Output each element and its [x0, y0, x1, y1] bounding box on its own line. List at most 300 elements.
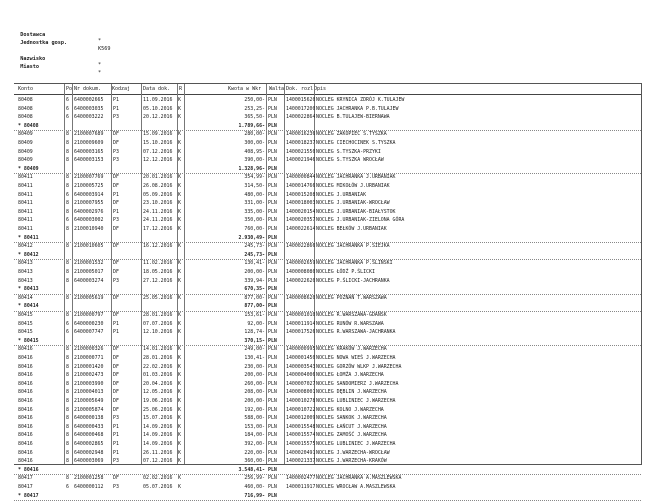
cell-kwota: 370,15-	[244, 337, 265, 344]
cell-po: 8	[66, 277, 69, 284]
cell-r: K	[178, 372, 181, 379]
cell-kwota: 249,00-	[244, 346, 265, 353]
cell-r: K	[178, 157, 181, 164]
cell-kwota: 253,25-	[244, 105, 265, 112]
cell-nr-dokum: 2100000797	[74, 312, 104, 318]
cell-po: 8	[66, 294, 69, 301]
cell-r: K	[178, 406, 181, 413]
cell-nr-dokum: 2100005649	[74, 398, 104, 404]
cell-r: K	[178, 355, 181, 361]
cell-nr-dokum: 2100007769	[74, 174, 104, 181]
table-row	[14, 182, 641, 191]
cell-data: 12.12.2016	[143, 157, 173, 164]
cell-r: K	[178, 312, 181, 318]
cell-dok-rozl: 1400021946	[286, 157, 315, 164]
cell-kodzaj: DF	[113, 174, 119, 181]
cell-konto: 80413	[18, 260, 33, 267]
cell-nr-dokum: 6400003069	[74, 458, 104, 465]
cell-r: K	[178, 97, 181, 103]
cell-waluta: PLN	[268, 208, 277, 215]
cell-konto: 80416	[18, 389, 33, 396]
cell-r: K	[178, 208, 181, 215]
cell-waluta: PLN	[268, 449, 277, 456]
cell-nr-dokum: 6400003153	[74, 157, 104, 164]
cell-dok-rozl: 1400022614	[286, 226, 315, 232]
cell-opis: NOCLEG ZAMOŚĆ J.WARZECHA	[316, 432, 387, 439]
cell-r: K	[178, 423, 181, 430]
cell-konto: 80416	[18, 441, 33, 447]
cell-waluta: PLN	[268, 294, 277, 301]
cell-opis: NOCLEG WROCŁAW A.MASZLEWSKA	[316, 484, 396, 490]
cell-kodzaj: DF	[113, 140, 119, 146]
cell-nr-dokum: 2100010940	[74, 226, 104, 232]
cell-nr-dokum: 6400003165	[74, 148, 104, 155]
cell-po: 8	[66, 174, 69, 181]
table-row	[14, 449, 641, 458]
cell-kwota: 1.328,96-	[238, 165, 265, 172]
cell-po: 8	[66, 183, 69, 189]
cell-kwota: 360,00-	[244, 458, 265, 465]
cell-konto: 80417	[18, 475, 33, 482]
cell-waluta: PLN	[268, 148, 277, 155]
cell-nr-dokum: 6400002948	[74, 449, 104, 456]
header-rule	[14, 94, 641, 95]
cell-konto: 80416	[18, 372, 33, 379]
cell-konto: 80409	[18, 131, 33, 138]
cell-dok-rozl: 1400017526	[286, 329, 315, 336]
cell-dok-rozl: 1400021550	[286, 148, 315, 155]
cell-kwota: 460,00-	[244, 484, 265, 490]
table-row	[14, 199, 641, 208]
table-row	[14, 225, 641, 234]
cell-po: 8	[66, 475, 69, 482]
cell-waluta: PLN	[268, 183, 277, 189]
cell-dok-rozl: 1400020154	[286, 208, 315, 215]
table-row	[14, 345, 641, 354]
cell-opis: NOCLEG J.URBANIAK-BIAŁYSTOK	[316, 208, 396, 215]
table-row	[14, 191, 641, 200]
cell-opis: NOCLEG LUBLINIEC J.WARZECHA	[316, 398, 396, 404]
cell-opis: NOCLEG S.TYSZKA-PRZYKI	[316, 148, 381, 155]
cell-data: 23.10.2016	[143, 200, 173, 207]
cell-kwota: 300,00-	[244, 140, 265, 146]
colhead-kwota: Kwota w Wkr	[228, 86, 262, 92]
cell-r: K	[178, 260, 181, 267]
cell-opis: NOCLEG POZNAŃ T.WARSZAWA	[316, 294, 387, 301]
cell-kodzaj: P3	[113, 148, 119, 155]
cell-waluta: PLN	[268, 217, 277, 224]
cell-data: 05.10.2016	[143, 105, 173, 112]
cell-data: 19.06.2016	[143, 398, 173, 404]
cell-kodzaj: DF	[113, 243, 119, 250]
cell-po: 8	[66, 389, 69, 396]
cell-nr-dokum: 2100005017	[74, 269, 104, 275]
cell-konto: 80411	[18, 208, 33, 215]
cell-dok-rozl: 1400015548	[286, 423, 315, 430]
cell-po: 6	[66, 114, 69, 121]
cell-kodzaj: P1	[113, 441, 119, 447]
cell-dok-rozl: 1400000995	[286, 346, 315, 353]
cell-dok-rozl: 1400018237	[286, 140, 315, 146]
cell-dok-rozl: 1400012009	[286, 415, 315, 422]
cell-kwota: 670,35-	[244, 286, 265, 293]
cell-kwota: 354,99-	[244, 174, 265, 181]
cell-r: K	[178, 277, 181, 284]
cell-konto: * 80409	[18, 165, 39, 172]
report-table	[14, 83, 642, 499]
cell-po: 8	[66, 140, 69, 146]
cell-dok-rozl: 1400007027	[286, 380, 315, 387]
cell-kwota: 130,41-	[244, 260, 265, 267]
table-row	[14, 414, 641, 423]
cell-konto: 80416	[18, 363, 33, 370]
cell-kodzaj: P3	[113, 458, 119, 465]
cell-kodzaj: DF	[113, 200, 119, 207]
cell-r: K	[178, 449, 181, 456]
cell-dok-rozl: 1400018003	[286, 200, 315, 207]
cell-r: K	[178, 140, 181, 146]
cell-data: 12.05.2016	[143, 389, 173, 396]
cell-po: 8	[66, 363, 69, 370]
cell-opis: NOCLEG S.TYSZKA WROCŁAW	[316, 157, 384, 164]
cell-kodzaj: DF	[113, 406, 119, 413]
cell-konto: * 80414	[18, 303, 39, 310]
cell-data: 07.12.2016	[143, 458, 173, 465]
table-row	[14, 105, 641, 114]
cell-kwota: 250,00-	[244, 97, 265, 103]
header-label: Dostawca	[20, 32, 46, 38]
cell-konto: 80416	[18, 398, 33, 404]
cell-konto: 80416	[18, 423, 33, 430]
cell-waluta: PLN	[268, 466, 277, 473]
cell-kwota: 716,99-	[244, 492, 265, 499]
cell-nr-dokum: 6400003222	[74, 114, 104, 121]
cell-opis: NOCLEG JACHRANKA P.SIEJKA	[316, 243, 390, 250]
cell-opis: NOCLEG KOLNO J.WARZECHA	[316, 406, 384, 413]
cell-r: K	[178, 226, 181, 232]
cell-dok-rozl: 1400015620	[286, 97, 315, 103]
cell-nr-dokum: 6400002665	[74, 97, 104, 103]
cell-konto: 80416	[18, 380, 33, 387]
cell-kodzaj: DF	[113, 475, 119, 482]
cell-kwota: 408,95-	[244, 148, 265, 155]
cell-kodzaj: P3	[113, 114, 119, 121]
cell-waluta: PLN	[268, 475, 277, 482]
cell-konto: 80414	[18, 294, 33, 301]
cell-nr-dokum: 2100004013	[74, 389, 104, 396]
cell-data: 17.12.2016	[143, 226, 173, 232]
cell-kwota: 392,00-	[244, 441, 265, 447]
cell-nr-dokum: 2100002473	[74, 372, 104, 379]
cell-waluta: PLN	[268, 337, 277, 344]
cell-dok-rozl: 1400020491	[286, 449, 315, 456]
cell-konto: 80416	[18, 355, 33, 361]
cell-kwota: 128,74-	[244, 329, 265, 336]
cell-waluta: PLN	[268, 380, 277, 387]
cell-po: 8	[66, 312, 69, 318]
table-row	[14, 397, 641, 406]
cell-opis: NOCLEG ŁOMŻA J.WARZECHA	[316, 372, 384, 379]
cell-kodzaj: DF	[113, 269, 119, 275]
cell-data: 24.11.2016	[143, 217, 173, 224]
cell-nr-dokum: 2100005874	[74, 406, 104, 413]
cell-opis: NOCLEG J.WARZECHA-WROCŁAW	[316, 449, 390, 456]
cell-kodzaj: DF	[113, 260, 119, 267]
cell-kwota: 877,00-	[244, 294, 265, 301]
cell-r: K	[178, 183, 181, 189]
cell-konto: 80411	[18, 226, 33, 232]
cell-nr-dokum: 6400000468	[74, 432, 104, 439]
table-row	[14, 483, 641, 492]
cell-r: K	[178, 484, 181, 490]
cell-dok-rozl: 1400002477	[286, 475, 315, 482]
cell-kodzaj: P3	[113, 277, 119, 284]
cell-data: 02.02.2016	[143, 475, 173, 482]
cell-r: K	[178, 294, 181, 301]
cell-po: 8	[66, 226, 69, 232]
cell-kwota: 153,61-	[244, 312, 265, 318]
cell-konto: 80409	[18, 148, 33, 155]
header-value: K569	[98, 46, 111, 52]
cell-waluta: PLN	[268, 346, 277, 353]
cell-kwota: 350,00-	[244, 217, 265, 224]
cell-r: K	[178, 191, 181, 198]
cell-dok-rozl: 1400015208	[286, 191, 315, 198]
cell-kwota: 208,00-	[244, 389, 265, 396]
cell-konto: 80413	[18, 269, 33, 275]
table-row	[14, 371, 641, 380]
colhead-kodzaj: Kodzaj	[112, 86, 131, 92]
cell-data: 11.09.2016	[143, 97, 173, 103]
cell-opis: NOCLEG ŁAŃCUT J.WARZECHA	[316, 423, 387, 430]
cell-nr-dokum: 2100007689	[74, 131, 104, 138]
colhead-data: Data dok.	[143, 86, 171, 92]
cell-dok-rozl: 1400008001	[286, 389, 315, 396]
cell-data: 14.09.2016	[143, 432, 173, 439]
cell-nr-dokum: 2100007955	[74, 200, 104, 207]
cell-r: K	[178, 174, 181, 181]
cell-nr-dokum: 2100010605	[74, 243, 104, 250]
cell-kodzaj: DF	[113, 398, 119, 404]
cell-kwota: 331,00-	[244, 200, 265, 207]
cell-nr-dokum: 6400003274	[74, 277, 104, 284]
cell-waluta: PLN	[268, 105, 277, 112]
cell-waluta: PLN	[268, 97, 277, 103]
cell-opis: NOCLEG J.URBANIAK-WROCŁAW	[316, 200, 390, 207]
cell-opis: NOCLEG P.ŚLICKI-JACHRANKA	[316, 277, 390, 284]
cell-waluta: PLN	[268, 191, 277, 198]
cell-data: 11.02.2016	[143, 260, 173, 267]
table-row	[14, 354, 641, 363]
cell-opis: NOCLEG J.URBANIAK	[316, 191, 367, 198]
cell-nr-dokum: 6400000112	[74, 484, 104, 490]
cell-nr-dokum: 6400002865	[74, 441, 104, 447]
cell-kwota: 184,00-	[244, 432, 265, 439]
cell-data: 28.01.2016	[143, 355, 173, 361]
cell-kwota: 480,00-	[244, 191, 265, 198]
cell-dok-rozl: 1400015574	[286, 432, 315, 439]
table-row	[14, 311, 641, 320]
cell-kodzaj: P1	[113, 423, 119, 430]
cell-konto: * 80411	[18, 234, 39, 241]
cell-kwota: 260,00-	[244, 380, 265, 387]
cell-po: 8	[66, 458, 69, 465]
cell-kwota: 280,00-	[244, 131, 265, 138]
cell-kodzaj: DF	[113, 380, 119, 387]
cell-data: 14.09.2016	[143, 441, 173, 447]
cell-dok-rozl: 1400000844	[286, 174, 315, 181]
cell-kodzaj: DF	[113, 355, 119, 361]
cell-waluta: PLN	[268, 312, 277, 318]
cell-nr-dokum: 2100005619	[74, 294, 104, 301]
cell-konto: 80416	[18, 432, 33, 439]
cell-nr-dokum: 2100003990	[74, 380, 104, 387]
cell-waluta: PLN	[268, 458, 277, 465]
cell-nr-dokum: 2100001258	[74, 475, 104, 482]
cell-konto: 80416	[18, 458, 33, 465]
cell-kodzaj: P1	[113, 97, 119, 103]
cell-kwota: 339,94-	[244, 277, 265, 284]
cell-dok-rozl: 1400022620	[286, 277, 315, 284]
cell-waluta: PLN	[268, 269, 277, 275]
cell-konto: 80411	[18, 183, 33, 189]
cell-po: 8	[66, 208, 69, 215]
cell-kwota: 256,99-	[244, 475, 265, 482]
cell-konto: 80411	[18, 174, 33, 181]
cell-konto: 80408	[18, 105, 33, 112]
cell-data: 20.04.2016	[143, 380, 173, 387]
cell-nr-dokum: 6400007747	[74, 329, 104, 336]
colhead-konto: Konto	[18, 86, 34, 92]
cell-kwota: 335,00-	[244, 208, 265, 215]
colhead-opis: Opis	[314, 86, 327, 92]
cell-konto: 80416	[18, 449, 33, 456]
cell-data: 05.09.2016	[143, 191, 173, 198]
cell-kodzaj: DF	[113, 312, 119, 318]
cell-r: K	[178, 243, 181, 250]
cell-dok-rozl: 1400021337	[286, 458, 315, 465]
cell-nr-dokum: 2100001420	[74, 363, 104, 370]
cell-dok-rozl: 1400011914	[286, 320, 315, 327]
table-row	[14, 328, 641, 337]
cell-opis: NOCLEG R.WARSZAWA-JACHRANKA	[316, 329, 396, 336]
cell-dok-rozl: 1400010278	[286, 398, 315, 404]
cell-kodzaj: P3	[113, 217, 119, 224]
cell-dok-rozl: 1400016236	[286, 131, 315, 138]
cell-data: 15.10.2016	[143, 140, 173, 146]
table-row	[14, 431, 641, 440]
cell-konto: * 80413	[18, 286, 39, 293]
cell-konto: * 80417	[18, 492, 39, 499]
cell-dok-rozl: 1400011917	[286, 484, 315, 490]
cell-po: 8	[66, 441, 69, 447]
cell-opis: NOCLEG J.WARZECHA-KRAKÓW	[316, 458, 387, 465]
cell-waluta: PLN	[268, 200, 277, 207]
cell-kodzaj: P1	[113, 329, 119, 336]
table-row	[14, 457, 641, 466]
cell-waluta: PLN	[268, 234, 277, 241]
table-row	[14, 277, 641, 286]
cell-r: K	[178, 217, 181, 224]
cell-waluta: PLN	[268, 114, 277, 121]
colhead-dok: Dok. rozl.	[286, 86, 317, 92]
cell-waluta: PLN	[268, 484, 277, 490]
cell-kwota: 314,50-	[244, 183, 265, 189]
cell-opis: NOCLEG B.TULAJEW-BIERNAWA	[316, 114, 390, 121]
cell-waluta: PLN	[268, 415, 277, 422]
colhead-r: R	[179, 86, 183, 92]
cell-waluta: PLN	[268, 157, 277, 164]
cell-po: 6	[66, 105, 69, 112]
table-row	[14, 208, 641, 217]
cell-kwota: 390,00-	[244, 157, 265, 164]
cell-kodzaj: P1	[113, 449, 119, 456]
cell-r: K	[178, 148, 181, 155]
cell-po: 8	[66, 269, 69, 275]
cell-opis: NOCLEG R.WARSZAWA-GDAŃSK	[316, 312, 387, 318]
cell-kodzaj: P1	[113, 320, 119, 327]
cell-kodzaj: P1	[113, 208, 119, 215]
cell-r: K	[178, 432, 181, 439]
cell-konto: 80412	[18, 243, 33, 250]
cell-konto: 80408	[18, 114, 33, 121]
cell-waluta: PLN	[268, 140, 277, 146]
cell-nr-dokum: 6400003035	[74, 105, 104, 112]
cell-dok-rozl: 1400014766	[286, 183, 315, 189]
cell-po: 8	[66, 432, 69, 439]
cell-opis: NOCLEG RUNÓW R.WARSZAWA	[316, 320, 384, 327]
cell-nr-dokum: 6400003914	[74, 191, 104, 198]
cell-opis: NOCLEG NOWA WIEŚ J.WARZECHA	[316, 355, 396, 361]
cell-kwota: 200,00-	[244, 398, 265, 404]
cell-po: 8	[66, 131, 69, 138]
cell-po: 8	[66, 148, 69, 155]
cell-waluta: PLN	[268, 243, 277, 250]
cell-nr-dokum: 6400002976	[74, 208, 104, 215]
cell-kwota: 153,00-	[244, 423, 265, 430]
cell-kodzaj: DF	[113, 294, 119, 301]
cell-konto: 80408	[18, 97, 33, 103]
cell-po: 8	[66, 346, 69, 353]
cell-dok-rozl: 1400008620	[286, 294, 315, 301]
cell-po: 6	[66, 320, 69, 327]
cell-nr-dokum: 2100001532	[74, 260, 104, 267]
table-row	[14, 139, 641, 148]
table-row	[14, 216, 641, 225]
cell-kwota: 130,41-	[244, 355, 265, 361]
cell-kwota: 588,00-	[244, 415, 265, 422]
cell-po: 6	[66, 97, 69, 103]
cell-dok-rozl: 1400002659	[286, 260, 315, 267]
cell-waluta: PLN	[268, 423, 277, 430]
cell-opis: NOCLEG J.URBANIAK-ZIELONA GÓRA	[316, 217, 405, 224]
cell-opis: NOCLEG GORZÓW WLKP J.WARZECHA	[316, 363, 402, 370]
cell-waluta: PLN	[268, 432, 277, 439]
cell-r: K	[178, 389, 181, 396]
cell-kwota: 192,00-	[244, 406, 265, 413]
cell-po: 8	[66, 415, 69, 422]
colhead-po: Po	[66, 86, 73, 92]
cell-nr-dokum: 2100005725	[74, 183, 104, 189]
cell-r: K	[178, 475, 181, 482]
cell-opis: NOCLEG CIECHOCINEK S.TYSZKA	[316, 140, 396, 146]
cell-konto: 80416	[18, 406, 33, 413]
cell-kwota: 1.789,66-	[238, 122, 265, 129]
cell-kodzaj: DF	[113, 363, 119, 370]
cell-konto: 80416	[18, 415, 33, 422]
cell-kwota: 92,00-	[247, 320, 265, 327]
cell-konto: 80416	[18, 346, 33, 353]
